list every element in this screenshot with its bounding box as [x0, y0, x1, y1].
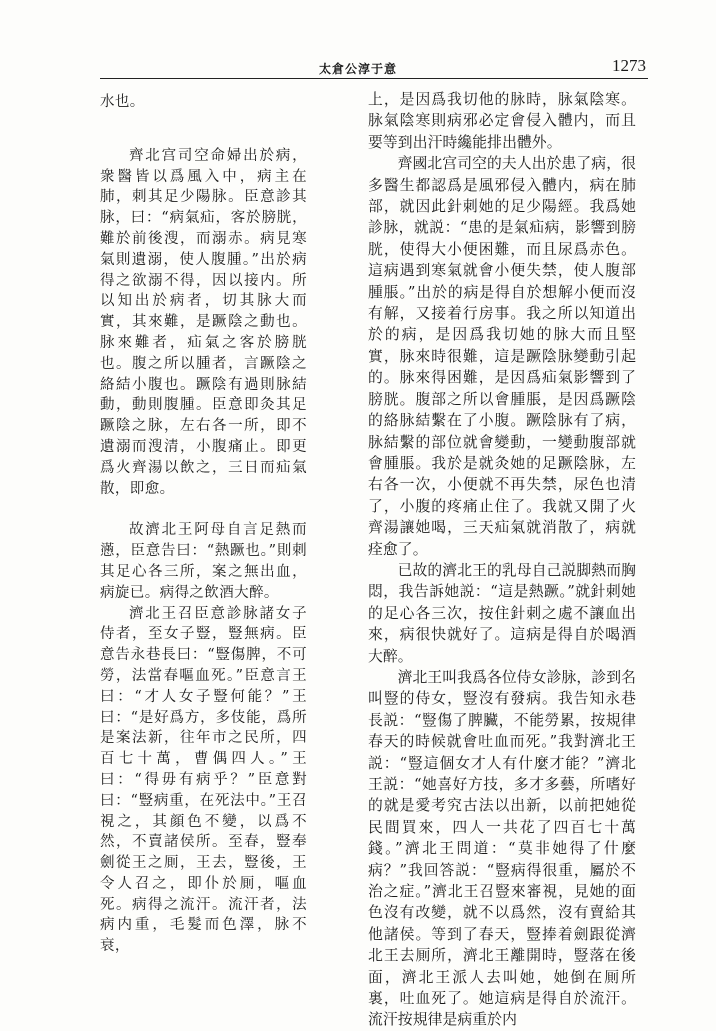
paragraph: 故濟北王阿母自言足熱而懣，臣意告曰：“熱蹶也。”則刺其足心各三所，案之無出血，病旋已。病得之飲酒大醉。 [100, 522, 307, 601]
paragraph: 已故的濟北王的乳母自己説脚熱而胸悶，我告訴她説：“這是熱蹶。”就針刺她的足心各三次，按住針刺之處不讓血出來，病很快就好了。這病是得自於喝酒大醉。 [368, 561, 636, 665]
paragraph: 上，是因爲我切他的脉時，脉氣陰寒。脉氣陰寒則病邪必定會侵入體内，而且要等到出汗時纔能排出體外。 [368, 91, 636, 151]
page-number: 1273 [612, 56, 646, 75]
paragraph: 齊北宫司空命婦出於病，衆醫皆以爲風入中，病主在肺，刺其足少陽脉。臣意診其脉，曰：“病氣疝，客於膀胱，難於前後溲，而溺赤。病見寒氣則遺溺，使人腹腫。”出於病得之欲溺不得，因以接内。所以知出於病者，切其脉大而實，其來難，是蹶陰之動也。脉來難者，疝氣之客於膀胱也。腹之所以腫者，言蹶陰之絡結小腹也。蹶陰有過則脉結動，動則腹腫。臣意即灸其足蹶陰之脉，左右各一所，即不遺溺而溲清，小腹痛止。即更爲火齊湯以飲之，三日而疝氣散，即愈。 [100, 147, 307, 497]
classical-text-column [100, 92, 307, 957]
paragraph: 水也。 [100, 94, 145, 110]
paragraph: 濟北王召臣意診脉諸女子侍者，至女子豎，豎無病。臣意告永巷長曰：“豎傷脾，不可勞，法當春嘔血死。”臣意言王曰：“才人女子豎何能？”王曰：“是好爲方，多伎能，爲所是案法新，往年市之民所，四百七十萬，曹偶四人。”王曰：“得毋有病乎？”臣意對曰：“豎病重，在死法中。”王召視之，其顔色不變，以爲不然，不賣諸侯所。至春，豎奉劍從王之厠，王去，豎後，王令人召之，即仆於厠，嘔血死。病得之流汗。流汗者，法病内重，毛髮而色澤，脉不衰， [100, 605, 307, 955]
header-rule [100, 78, 648, 79]
paragraph: 齊國北宫司空的夫人出於患了病，很多醫生都認爲是風邪侵入體内，病在肺部，就因此針刺她的足少陽經。我爲她診脉，就説：“患的是氣疝病，影響到膀胱，使得大小便困難，而且尿爲赤色。這病遇到寒氣就會小便失禁，使人腹部腫脹。”出於的病是得自於想解小便而沒有解，又接着行房事。我之所以知道出於的病，是因爲我切她的脉大而且堅實，脉來時很難，這是蹶陰脉變動引起的。脉來得困難，是因爲疝氣影響到了膀胱。腹部之所以會腫脹，是因爲蹶陰的絡脉結繫在了小腹。蹶陰脉有了病，脉結繫的部位就會變動，一變動腹部就會腫脹。我於是就灸她的足蹶陰脉，左右各一次，小便就不再失禁，尿色也清了，小腹的疼痛止住了。我就又開了火齊湯讓她喝，三天疝氣就消散了，病就痊愈了。 [368, 155, 636, 558]
running-head: 太倉公淳于意 [318, 62, 397, 76]
translation-column [368, 89, 636, 1031]
paragraph: 濟北王叫我爲各位侍女診脉，診到名叫豎的侍女，豎沒有發病。我告知永巷長説：“豎傷了脾臟，不能勞累，按規律春天的時候就會吐血而死。”我對濟北王説：“豎這個女才人有什麼才能？”濟北王説：“她喜好方技，多才多藝，所嗜好的就是愛考究古法以出新，以前把她從民間買來，四人一共花了四百七十萬錢。”濟北王問道：“莫非她得了什麼病？”我回答説：“豎病得很重，屬於不治之症。”濟北王召豎來審視，見她的面色沒有改變，就不以爲然，沒有賣給其他諸侯。等到了春天，豎捧着劍跟從濟北王去厠所，濟北王離開時，豎落在後面，濟北王派人去叫她，她倒在厠所裏，吐血死了。她這病是得自於流汗。流汗按規律是病重於内 [368, 668, 636, 1029]
